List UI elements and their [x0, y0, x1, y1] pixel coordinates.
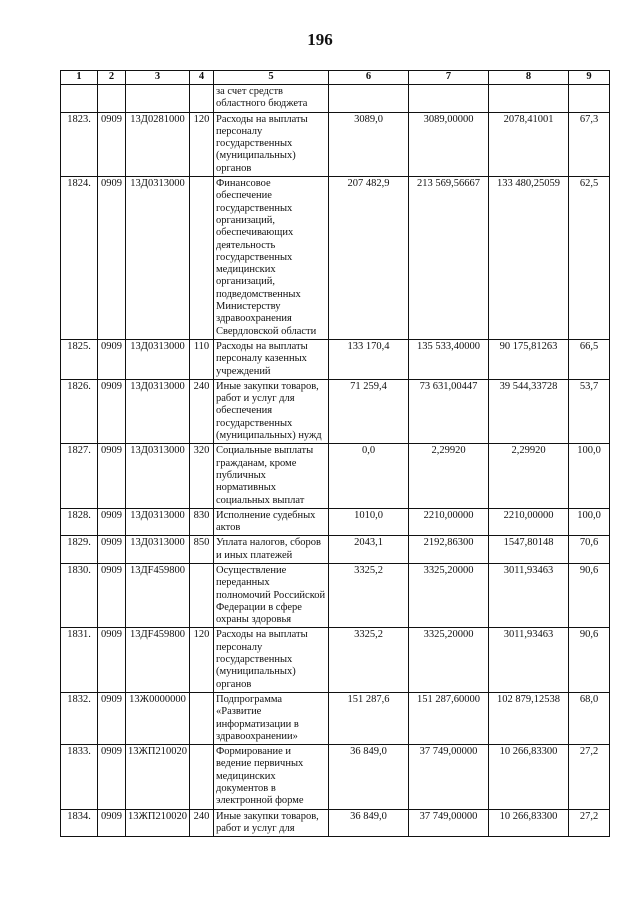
- table-row: [61, 508, 610, 536]
- row-number-cell: 1829.: [61, 536, 98, 564]
- section-code-cell: 0909: [98, 628, 126, 692]
- item-name-cell: Осуществление переданных полномочий Российской Федерации в сфере охраны здоровья: [214, 563, 329, 627]
- column-header: 5: [214, 71, 329, 85]
- value-col8-cell: 2210,00000: [489, 508, 569, 536]
- row-number-cell: 1833.: [61, 745, 98, 809]
- row-number-cell: 1831.: [61, 628, 98, 692]
- value-col6-cell: 3325,2: [329, 628, 409, 692]
- column-header: 6: [329, 71, 409, 85]
- section-code-cell: [98, 85, 126, 113]
- item-name-cell: Социальные выплаты гражданам, кроме публичных нормативных социальных выплат: [214, 444, 329, 508]
- item-name-cell: Уплата налогов, сборов и иных платежей: [214, 536, 329, 564]
- percent-cell: 90,6: [569, 628, 610, 692]
- section-code-cell: 0909: [98, 692, 126, 744]
- value-col6-cell: 133 170,4: [329, 339, 409, 379]
- expense-type-code-cell: 110: [190, 339, 214, 379]
- percent-cell: 90,6: [569, 563, 610, 627]
- section-code-cell: 0909: [98, 809, 126, 837]
- row-number-cell: 1832.: [61, 692, 98, 744]
- percent-cell: 27,2: [569, 745, 610, 809]
- percent-cell: 67,3: [569, 112, 610, 176]
- expense-type-code-cell: [190, 692, 214, 744]
- target-article-code-cell: 13Д0313000: [126, 444, 190, 508]
- table-row: [61, 809, 610, 837]
- value-col8-cell: 2,29920: [489, 444, 569, 508]
- column-header: 3: [126, 71, 190, 85]
- expense-type-code-cell: [190, 85, 214, 113]
- value-col8-cell: 2078,41001: [489, 112, 569, 176]
- row-number-cell: 1828.: [61, 508, 98, 536]
- column-header: 4: [190, 71, 214, 85]
- target-article-code-cell: 13ДF459800: [126, 563, 190, 627]
- table-row: [61, 177, 610, 340]
- target-article-code-cell: 13Д0281000: [126, 112, 190, 176]
- value-col7-cell: 213 569,56667: [409, 177, 489, 340]
- expense-type-code-cell: [190, 745, 214, 809]
- target-article-code-cell: 13Д0313000: [126, 379, 190, 443]
- target-article-code-cell: 13Д0313000: [126, 177, 190, 340]
- value-col8-cell: 133 480,25059: [489, 177, 569, 340]
- target-article-code-cell: 13Ж0000000: [126, 692, 190, 744]
- value-col6-cell: 0,0: [329, 444, 409, 508]
- section-code-cell: 0909: [98, 508, 126, 536]
- value-col8-cell: 1547,80148: [489, 536, 569, 564]
- table-row: [61, 563, 610, 627]
- row-number-cell: 1830.: [61, 563, 98, 627]
- item-name-cell: Исполнение судебных актов: [214, 508, 329, 536]
- item-name-cell: Расходы на выплаты персоналу государственных (муниципальных) органов: [214, 112, 329, 176]
- target-article-code-cell: 13ЖП210020: [126, 809, 190, 837]
- percent-cell: 68,0: [569, 692, 610, 744]
- row-number-cell: [61, 85, 98, 113]
- section-code-cell: 0909: [98, 563, 126, 627]
- value-col7-cell: 37 749,00000: [409, 809, 489, 837]
- column-header: 9: [569, 71, 610, 85]
- target-article-code-cell: 13Д0313000: [126, 536, 190, 564]
- value-col8-cell: 3011,93463: [489, 563, 569, 627]
- value-col8-cell: 3011,93463: [489, 628, 569, 692]
- column-header: 2: [98, 71, 126, 85]
- row-number-cell: 1826.: [61, 379, 98, 443]
- column-header: 1: [61, 71, 98, 85]
- section-code-cell: 0909: [98, 536, 126, 564]
- percent-cell: 66,5: [569, 339, 610, 379]
- value-col8-cell: [489, 85, 569, 113]
- expense-type-code-cell: 120: [190, 628, 214, 692]
- percent-cell: 100,0: [569, 508, 610, 536]
- section-code-cell: 0909: [98, 112, 126, 176]
- section-code-cell: 0909: [98, 379, 126, 443]
- table-header-row: [61, 71, 610, 85]
- expense-type-code-cell: 120: [190, 112, 214, 176]
- value-col8-cell: 39 544,33728: [489, 379, 569, 443]
- row-number-cell: 1824.: [61, 177, 98, 340]
- target-article-code-cell: 13ЖП210020: [126, 745, 190, 809]
- item-name-cell: Финансовое обеспечение государственных организаций, обеспечивающих деятельность государственных медицинских организаций, подведомственных Министерству здравоохранения Свердловской области: [214, 177, 329, 340]
- value-col8-cell: 10 266,83300: [489, 809, 569, 837]
- budget-table: [60, 70, 610, 837]
- value-col6-cell: 151 287,6: [329, 692, 409, 744]
- table-row: [61, 85, 610, 113]
- value-col6-cell: 2043,1: [329, 536, 409, 564]
- section-code-cell: 0909: [98, 745, 126, 809]
- expense-type-code-cell: 320: [190, 444, 214, 508]
- table-row: [61, 339, 610, 379]
- value-col7-cell: 135 533,40000: [409, 339, 489, 379]
- value-col7-cell: 73 631,00447: [409, 379, 489, 443]
- expense-type-code-cell: 850: [190, 536, 214, 564]
- value-col6-cell: 3089,0: [329, 112, 409, 176]
- value-col7-cell: 3089,00000: [409, 112, 489, 176]
- expense-type-code-cell: [190, 177, 214, 340]
- value-col8-cell: 10 266,83300: [489, 745, 569, 809]
- value-col6-cell: 207 482,9: [329, 177, 409, 340]
- item-name-cell: Расходы на выплаты персоналу государственных (муниципальных) органов: [214, 628, 329, 692]
- item-name-cell: Расходы на выплаты персоналу казенных учреждений: [214, 339, 329, 379]
- percent-cell: 27,2: [569, 809, 610, 837]
- percent-cell: 70,6: [569, 536, 610, 564]
- table-row: [61, 628, 610, 692]
- table-row: [61, 444, 610, 508]
- section-code-cell: 0909: [98, 339, 126, 379]
- expense-type-code-cell: 830: [190, 508, 214, 536]
- value-col6-cell: [329, 85, 409, 113]
- value-col6-cell: 1010,0: [329, 508, 409, 536]
- value-col7-cell: [409, 85, 489, 113]
- value-col6-cell: 71 259,4: [329, 379, 409, 443]
- value-col7-cell: 3325,20000: [409, 628, 489, 692]
- expense-type-code-cell: 240: [190, 379, 214, 443]
- value-col7-cell: 2192,86300: [409, 536, 489, 564]
- section-code-cell: 0909: [98, 177, 126, 340]
- target-article-code-cell: 13Д0313000: [126, 508, 190, 536]
- row-number-cell: 1825.: [61, 339, 98, 379]
- item-name-cell: Иные закупки товаров, работ и услуг для: [214, 809, 329, 837]
- table-row: [61, 692, 610, 744]
- table-row: [61, 536, 610, 564]
- page-number: 196: [307, 30, 333, 49]
- row-number-cell: 1834.: [61, 809, 98, 837]
- percent-cell: 53,7: [569, 379, 610, 443]
- table-row: [61, 112, 610, 176]
- value-col7-cell: 2,29920: [409, 444, 489, 508]
- expense-type-code-cell: [190, 563, 214, 627]
- item-name-cell: Подпрограмма «Развитие информатизации в здравоохранении»: [214, 692, 329, 744]
- value-col8-cell: 102 879,12538: [489, 692, 569, 744]
- target-article-code-cell: 13ДF459800: [126, 628, 190, 692]
- target-article-code-cell: 13Д0313000: [126, 339, 190, 379]
- value-col6-cell: 3325,2: [329, 563, 409, 627]
- percent-cell: 62,5: [569, 177, 610, 340]
- column-header: 7: [409, 71, 489, 85]
- item-name-cell: за счет средств областного бюджета: [214, 85, 329, 113]
- value-col8-cell: 90 175,81263: [489, 339, 569, 379]
- section-code-cell: 0909: [98, 444, 126, 508]
- target-article-code-cell: [126, 85, 190, 113]
- expense-type-code-cell: 240: [190, 809, 214, 837]
- percent-cell: 100,0: [569, 444, 610, 508]
- value-col7-cell: 3325,20000: [409, 563, 489, 627]
- value-col7-cell: 151 287,60000: [409, 692, 489, 744]
- table-row: [61, 379, 610, 443]
- row-number-cell: 1827.: [61, 444, 98, 508]
- item-name-cell: Формирование и ведение первичных медицинских документов в электронной форме: [214, 745, 329, 809]
- table-body: [61, 85, 610, 837]
- column-header: 8: [489, 71, 569, 85]
- row-number-cell: 1823.: [61, 112, 98, 176]
- value-col6-cell: 36 849,0: [329, 745, 409, 809]
- table-row: [61, 745, 610, 809]
- value-col7-cell: 2210,00000: [409, 508, 489, 536]
- value-col6-cell: 36 849,0: [329, 809, 409, 837]
- value-col7-cell: 37 749,00000: [409, 745, 489, 809]
- item-name-cell: Иные закупки товаров, работ и услуг для обеспечения государственных (муниципальных) нужд: [214, 379, 329, 443]
- percent-cell: [569, 85, 610, 113]
